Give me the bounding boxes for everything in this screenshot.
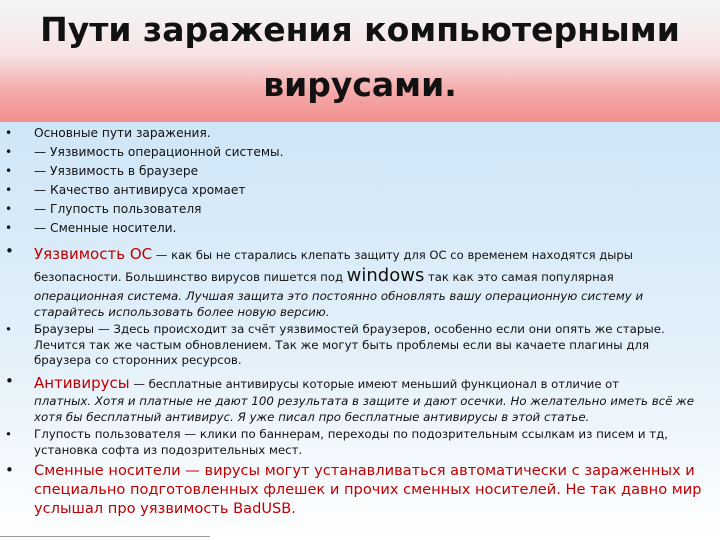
bullet-dot: • <box>5 202 13 216</box>
antivirus-line1 <box>34 372 706 395</box>
bullet-dot: • <box>5 461 14 479</box>
intro-line: — Глупость пользователя <box>34 202 202 216</box>
bullet-dot: • <box>5 372 14 390</box>
user-stupidity-text: Глупость пользователя — клики по баннерам, переходы по подозрительным ссылкам из писем и тд, установка софта из подозрительных мест. <box>34 427 669 457</box>
os-line2-post: так как это самая популярная <box>424 270 614 284</box>
slide-title: Пути заражения компьютерными вирусами. <box>40 10 680 104</box>
intro-line: — Уязвимость в браузере <box>34 164 199 178</box>
os-vulnerability-line1 <box>34 243 706 266</box>
bullet-dot: • <box>5 427 12 441</box>
os-vulnerability-line2 <box>34 265 706 288</box>
intro-line: Основные пути заражения. <box>34 126 211 140</box>
footer-divider <box>0 536 210 537</box>
bullet-dot: • <box>5 145 13 159</box>
intro-line: — Качество антивируса хромает <box>34 183 246 197</box>
os-line2-pre: безопасности. Большинство вирусов пишется под <box>34 270 347 284</box>
antivirus-heading: Антивирусы <box>34 374 130 392</box>
bullet-dot: • <box>5 183 13 197</box>
windows-word: windows <box>346 265 425 286</box>
intro-line: — Уязвимость операционной системы. <box>34 145 284 159</box>
antivirus-continuation: платных. Хотя и платные не дают 100 результата в защите и дают осечки. Но желательно иметь всё же хотя бы бесплатный антивирус. Я уже писал про бесплатные антивирусы в этой статье. <box>34 394 695 424</box>
removable-media-text: Сменные носители — вирусы могут устанавливаться автоматически с зараженных и специально подготовленных флешек и прочих сменных носителей. Не так давно мир услышал про уязвимость BadUSB. <box>34 462 702 517</box>
os-continuation: операционная система. Лучшая защита это постоянно обновлять вашу операционную систему и старайтесь использовать более новую версию. <box>34 289 644 319</box>
os-line1-text: — как бы не старались клепать защиту для ОС со временем находятся дыры <box>152 248 633 262</box>
bullet-dot: • <box>5 322 12 336</box>
antivirus-line1-text: — бесплатные антивирусы которые имеют меньший функционал в отличие от <box>129 377 619 391</box>
os-heading: Уязвимость ОС <box>34 245 153 263</box>
bullet-dot: • <box>5 126 13 140</box>
bullet-dot: • <box>5 242 14 260</box>
bullet-dot: • <box>5 221 13 235</box>
browsers-text: Браузеры — Здесь происходит за счёт уязвимостей браузеров, особенно если они опять же старые. Лечится так же частым обновлением. Так же могут быть проблемы если вы качаете плагины для браузера со сторонних ресурсов. <box>34 322 665 367</box>
bullet-dot: • <box>5 164 13 178</box>
intro-line: — Сменные носители. <box>34 221 177 235</box>
